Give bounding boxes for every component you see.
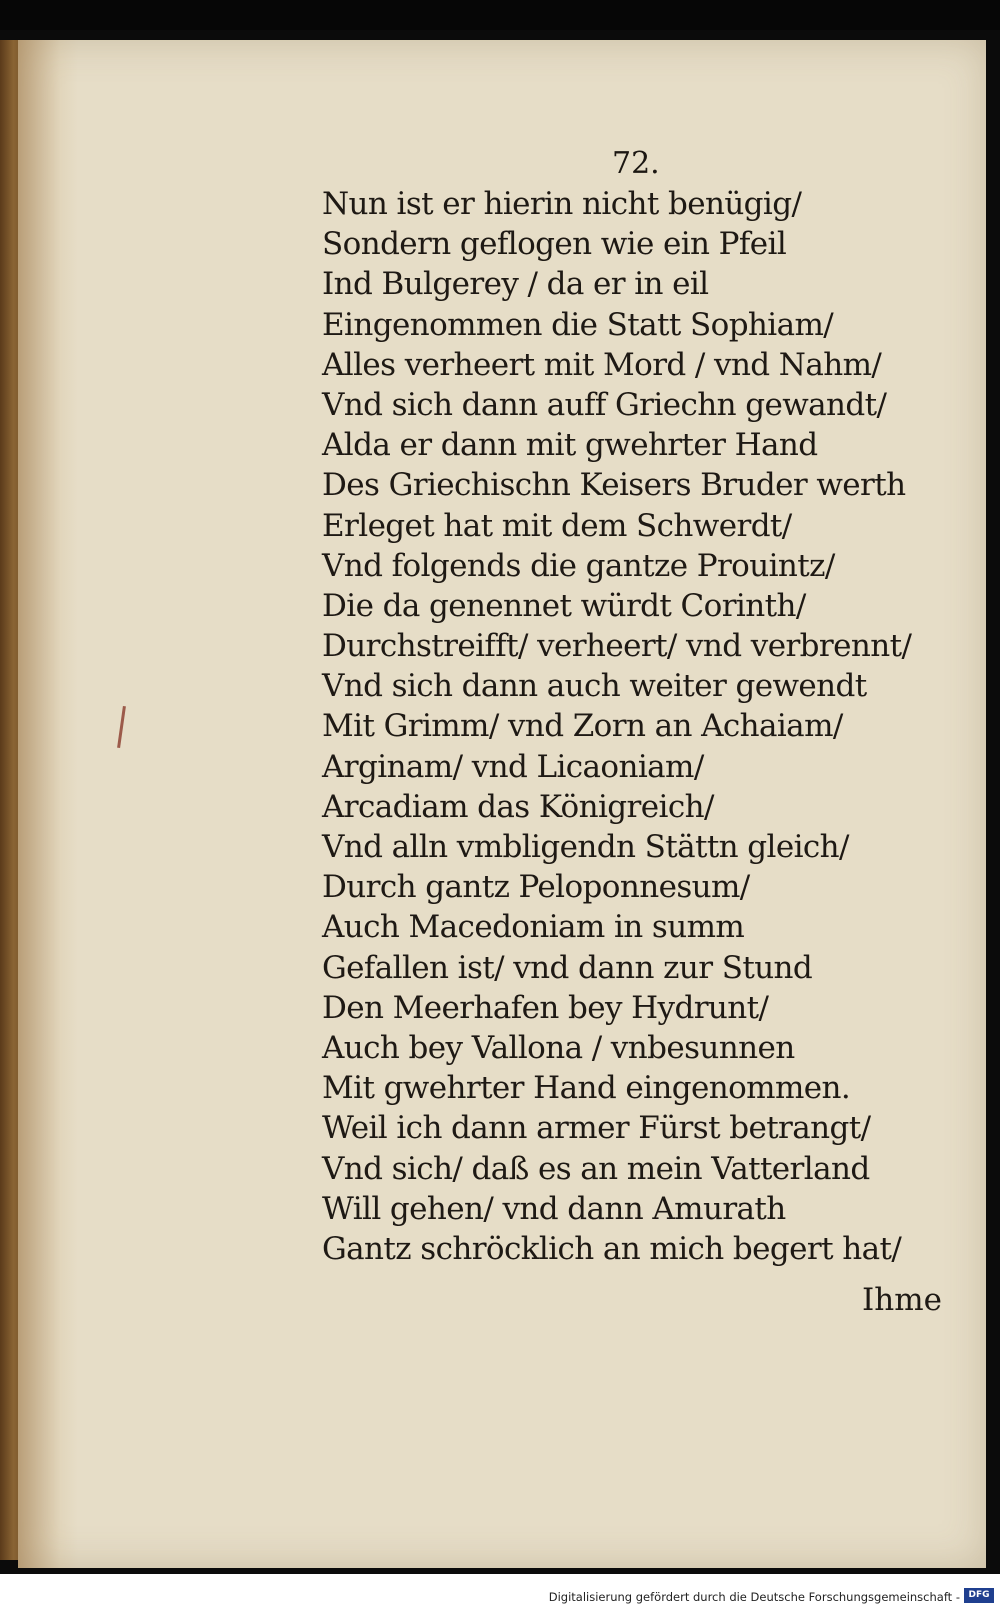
verse-line: Erleget hat mit dem Schwerdt/ — [322, 507, 792, 544]
verse-text-block — [322, 184, 912, 1269]
verse-line: Auch bey Vallona / vnbesunnen — [322, 1029, 795, 1066]
verse-line: Will gehen/ vnd dann Amurath — [322, 1190, 786, 1227]
verse-line: Nun ist er hierin nicht benügig/ — [322, 186, 802, 222]
scan-top-border — [0, 0, 1000, 30]
verse-line: Gantz schröcklich an mich begert hat/ — [322, 1230, 902, 1267]
verse-line: Weil ich dann armer Fürst betrangt/ — [322, 1110, 871, 1147]
catchword: Ihme — [862, 1282, 942, 1318]
verse-line: Vnd sich/ daß es an mein Vatterland — [322, 1150, 870, 1187]
verse-line: Sondern geflogen wie ein Pfeil — [322, 226, 787, 263]
verse-line: Arcadiam das Königreich/ — [322, 788, 714, 825]
verse-line: Eingenommen die Statt Sophiam/ — [322, 306, 834, 343]
verse-line: Durchstreifft/ verheert/ vnd verbrennt/ — [322, 628, 912, 665]
verse-line: Alda er dann mit gwehrter Hand — [322, 427, 818, 464]
verse-line: Gefallen ist/ vnd dann zur Stund — [322, 949, 813, 986]
verse-line: Ind Bulgerey / da er in eil — [322, 266, 709, 303]
verse-line: Durch gantz Peloponnesum/ — [322, 869, 750, 906]
gutter-shadow — [18, 40, 78, 1568]
verse-line: Die da genennet würdt Corinth/ — [322, 587, 806, 624]
verse-line: Des Griechischn Keisers Bruder werth — [322, 467, 906, 504]
page-number: 72. — [612, 146, 660, 181]
verse-line: Vnd sich dann auch weiter gewendt — [322, 668, 867, 705]
verse-line: Vnd alln vmbligendn Stättn gleich/ — [322, 829, 849, 865]
verse-line: Mit gwehrter Hand eingenommen. — [322, 1070, 851, 1107]
verse-line: Auch Macedoniam in summ — [322, 909, 745, 946]
verse-line: Arginam/ vnd Licaoniam/ — [322, 748, 704, 785]
verse-line: Den Meerhafen bey Hydrunt/ — [322, 989, 769, 1026]
verse-line: Alles verheert mit Mord / vnd Nahm/ — [322, 346, 882, 383]
verse-line: Mit Grimm/ vnd Zorn an Achaiam/ — [322, 708, 843, 745]
verse-line: Vnd sich dann auff Griechn gewandt/ — [322, 386, 887, 423]
dfg-logo: DFG — [964, 1588, 994, 1603]
digitization-credit: Digitalisierung gefördert durch die Deutsche Forschungsgemeinschaft - — [548, 1590, 960, 1604]
verse-line: Vnd folgends die gantze Prouintz/ — [322, 547, 835, 584]
